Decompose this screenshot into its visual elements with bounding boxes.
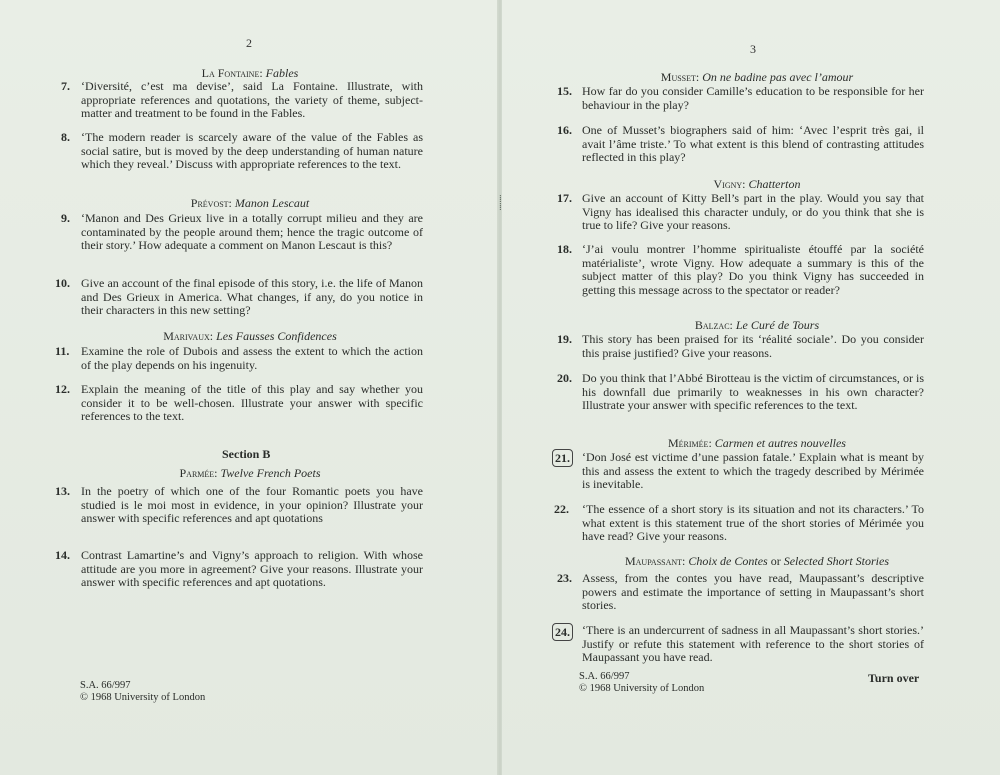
question-number: 23.: [557, 571, 572, 585]
question-number: 11.: [55, 344, 70, 358]
question-text: One of Musset’s biographers said of him: ‘Avec l’esprit très gai, il avait l’âme triste.’ To what extent is this blend of contrasting attitudes reflected in this play?: [582, 123, 924, 164]
question-number: 19.: [557, 332, 572, 346]
section-heading: [562, 318, 952, 332]
section-heading: [60, 196, 440, 210]
question-number: 21.: [552, 449, 573, 467]
section-author: La Fontaine:: [201, 66, 263, 80]
footer-copyright: © 1968 University of London: [579, 683, 705, 694]
section-author: Prévost:: [190, 196, 232, 210]
question-text: ‘The modern reader is scarcely aware of the value of the Fables as social satire, but is moved by the deep understanding of human nature which they reveal.’ Discuss with appropriate references to the text.: [81, 130, 423, 171]
page-number: 2: [246, 36, 252, 50]
section-heading: [60, 66, 440, 80]
question-number: 17.: [557, 191, 572, 205]
section-work: Le Curé de Tours: [735, 318, 820, 332]
question-text: Explain the meaning of the title of this play and say whether you consider it to be well-chosen. Illustrate your answer with specific references to the text.: [81, 382, 423, 423]
question-number: 18.: [557, 242, 572, 256]
left-page: [0, 0, 498, 775]
question-text: ‘Manon and Des Grieux live in a totally corrupt milieu and they are contaminated by the people around them; hence the tragic outcome of their story.’ How adequate a comment on Manon Lescaut is this?: [81, 211, 423, 252]
question-text: This story has been praised for its ‘réalité sociale’. Do you consider this praise justified? Give your reasons.: [582, 332, 924, 360]
section-work: Carmen et autres nouvelles: [714, 436, 846, 450]
question-text: ‘There is an undercurrent of sadness in all Maupassant’s short stories.’ Justify or refute this statement with reference to the short stories of Maupassant you have read.: [582, 623, 924, 664]
turn-over-label: Turn over: [868, 671, 920, 685]
section-b-heading: Section B: [222, 447, 271, 461]
question-text: ‘Don José est victime d’une passion fatale.’ Explain what is meant by this and assess the extent to which the tragedy described by Mérimée is inevitable.: [582, 450, 924, 491]
section-heading: [60, 466, 440, 480]
right-page: [502, 0, 1000, 775]
footer-code: S.A. 66/997: [579, 671, 630, 682]
question-number: 15.: [557, 84, 572, 98]
section-work-alt: Selected Short Stories: [783, 554, 890, 568]
footer: [80, 680, 205, 704]
question-number: 8.: [61, 130, 70, 144]
question-text: ‘The essence of a short story is its situation and not its characters.’ To what extent is this statement true of the short stories of Mérimée you have read? Give your reasons.: [582, 502, 924, 543]
question-text: How far do you consider Camille’s education to be responsible for her behaviour in the play?: [582, 84, 924, 112]
staple-mark: ⁞ ⁞: [499, 194, 501, 213]
question-number: 9.: [61, 211, 70, 225]
question-number: 13.: [55, 484, 70, 498]
footer-code: S.A. 66/997: [80, 680, 131, 691]
section-author: Vigny:: [713, 177, 746, 191]
footer: [579, 671, 704, 695]
section-heading: [562, 436, 952, 450]
section-joiner: or: [770, 554, 781, 568]
page-number: 3: [750, 42, 756, 56]
section-work: Chatterton: [748, 177, 801, 191]
question-text: ‘Diversité, c’est ma devise’, said La Fontaine. Illustrate, with appropriate references and quotations, the variety of theme, subject-matter and treatment to be found in the Fables.: [81, 79, 423, 120]
section-work: Twelve French Poets: [220, 466, 321, 480]
section-work: Les Fausses Confidences: [216, 329, 337, 343]
question-number: 10.: [55, 276, 70, 290]
section-work: On ne badine pas avec l’amour: [702, 70, 854, 84]
section-heading: [562, 70, 952, 84]
question-text: ‘J’ai voulu montrer l’homme spiritualiste étouffé par la société matérialiste’, wrote Vigny. How adequate a summary is this of the subject matter of this play? Do you think Vigny has succeeded in getting this message across to the spectator or reader?: [582, 242, 924, 297]
question-number: 7.: [61, 79, 70, 93]
section-author: Balzac:: [694, 318, 733, 332]
section-author: Parmée:: [179, 466, 218, 480]
question-number: 22.: [554, 502, 569, 516]
question-number: 14.: [55, 548, 70, 562]
footer-copyright: © 1968 University of London: [80, 692, 206, 703]
question-text: Contrast Lamartine’s and Vigny’s approach to religion. With whose attitude are you more in agreement? Give your reasons. Illustrate your answer with specific references and apt quotations.: [81, 548, 423, 589]
section-author: Marivaux:: [163, 329, 214, 343]
section-work: Fables: [265, 66, 299, 80]
question-text: Give an account of Kitty Bell’s part in the play. Would you say that Vigny has idealised this character unduly, or do you think that she is true to life? Give your reasons.: [582, 191, 924, 232]
section-author: Maupassant:: [624, 554, 686, 568]
section-work: Manon Lescaut: [234, 196, 310, 210]
section-heading: [60, 329, 440, 343]
section-author: Mérimée:: [668, 436, 712, 450]
section-work: Choix de Contes: [688, 554, 768, 568]
question-text: Examine the role of Dubois and assess the extent to which the action of the play depends on his ingenuity.: [81, 344, 423, 372]
question-text: In the poetry of which one of the four Romantic poets you have studied is le moi most in evidence, in your opinion? Illustrate your answer with specific references and apt quotations: [81, 484, 423, 525]
question-number: 24.: [552, 623, 573, 641]
question-text: Assess, from the contes you have read, Maupassant’s descriptive powers and estimate the importance of setting in Maupassant’s short stories.: [582, 571, 924, 612]
question-number: 16.: [557, 123, 572, 137]
section-heading: [562, 554, 952, 568]
question-text: Do you think that l’Abbé Birotteau is the victim of circumstances, or is his downfall due primarily to weaknesses in his own character? Illustrate your answer with specific references to the text.: [582, 371, 924, 412]
question-number: 20.: [557, 371, 572, 385]
question-text: Give an account of the final episode of this story, i.e. the life of Manon and Des Grieux in America. What changes, if any, do you notice in their characters in this new setting?: [81, 276, 423, 317]
section-author: Musset:: [660, 70, 700, 84]
question-number: 12.: [55, 382, 70, 396]
section-heading: [562, 177, 952, 191]
